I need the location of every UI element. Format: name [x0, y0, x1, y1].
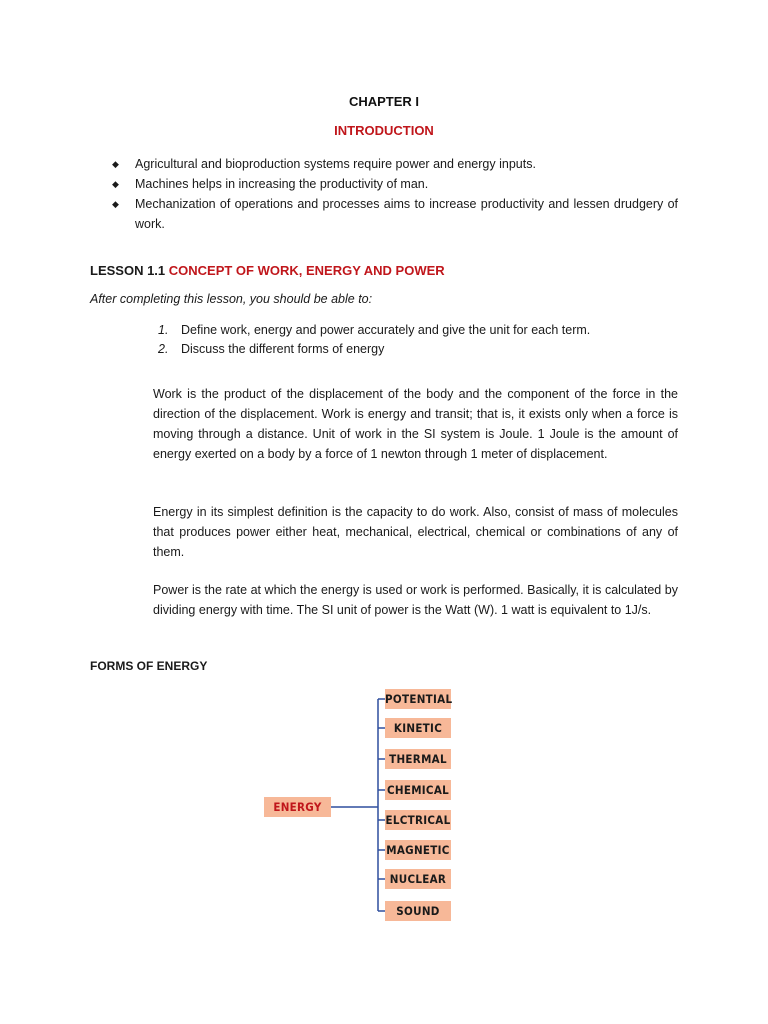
branch-box-sound: SOUND [385, 901, 451, 921]
list-item [112, 154, 678, 174]
list-item [112, 174, 678, 194]
objective-text: Define work, energy and power accurately and give the unit for each term. [181, 323, 591, 337]
forms-of-energy-heading: FORMS OF ENERGY [90, 659, 208, 673]
intro-bullet-list [112, 154, 678, 234]
forms-of-energy-diagram [250, 683, 470, 928]
lesson-label: LESSON 1.1 [90, 263, 166, 278]
power-paragraph: Power is the rate at which the energy is used or work is performed. Basically, it is calculated by dividing energy with time. The SI unit of power is the Watt (W). 1 watt is equivalent to 1J/s. [153, 583, 678, 617]
lesson-heading [90, 263, 445, 278]
bullet-text: Mechanization of operations and processes aims to increase productivity and lessen drudgery of work. [135, 197, 678, 231]
objective-text: Discuss the different forms of energy [181, 342, 385, 356]
branch-box-thermal: THERMAL [385, 749, 451, 769]
list-item [158, 340, 678, 359]
branch-box-nuclear: NUCLEAR [385, 869, 451, 889]
diamond-bullet-icon: ◆ [112, 199, 119, 209]
list-item [112, 194, 678, 234]
work-paragraph: Work is the product of the displacement of the body and the component of the force in the direction of the displacement. Work is energy and transit; that is, it exists only when a force is moving through a distance. Unit of work in the SI system is Joule. 1 Joule is the amount of energy exerted on a body by a force of 1 newton through 1 meter of displacement. [153, 387, 678, 461]
branch-box-electrical: ELCTRICAL [385, 810, 451, 830]
diamond-bullet-icon: ◆ [112, 159, 119, 169]
branch-box-potential: POTENTIAL [385, 689, 451, 709]
objective-number: 1. [158, 323, 169, 337]
energy-root-box: ENERGY [264, 797, 331, 817]
bullet-text: Agricultural and bioproduction systems require power and energy inputs. [135, 157, 536, 171]
diamond-bullet-icon: ◆ [112, 179, 119, 189]
branch-box-kinetic: KINETIC [385, 718, 451, 738]
lesson-title: CONCEPT OF WORK, ENERGY AND POWER [168, 263, 445, 278]
objective-number: 2. [158, 342, 169, 356]
branch-box-magnetic: MAGNETIC [385, 840, 451, 860]
branch-box-chemical: CHEMICAL [385, 780, 451, 800]
energy-paragraph: Energy in its simplest definition is the capacity to do work. Also, consist of mass of molecules that produces power either heat, mechanical, electrical, chemical or combinations of any of them. [153, 505, 678, 559]
bullet-text: Machines helps in increasing the productivity of man. [135, 177, 429, 191]
objectives-list [158, 321, 678, 359]
chapter-heading: CHAPTER I [348, 94, 420, 109]
section-title: INTRODUCTION [334, 123, 434, 138]
list-item [158, 321, 678, 340]
objectives-intro: After completing this lesson, you should be able to: [90, 292, 373, 306]
